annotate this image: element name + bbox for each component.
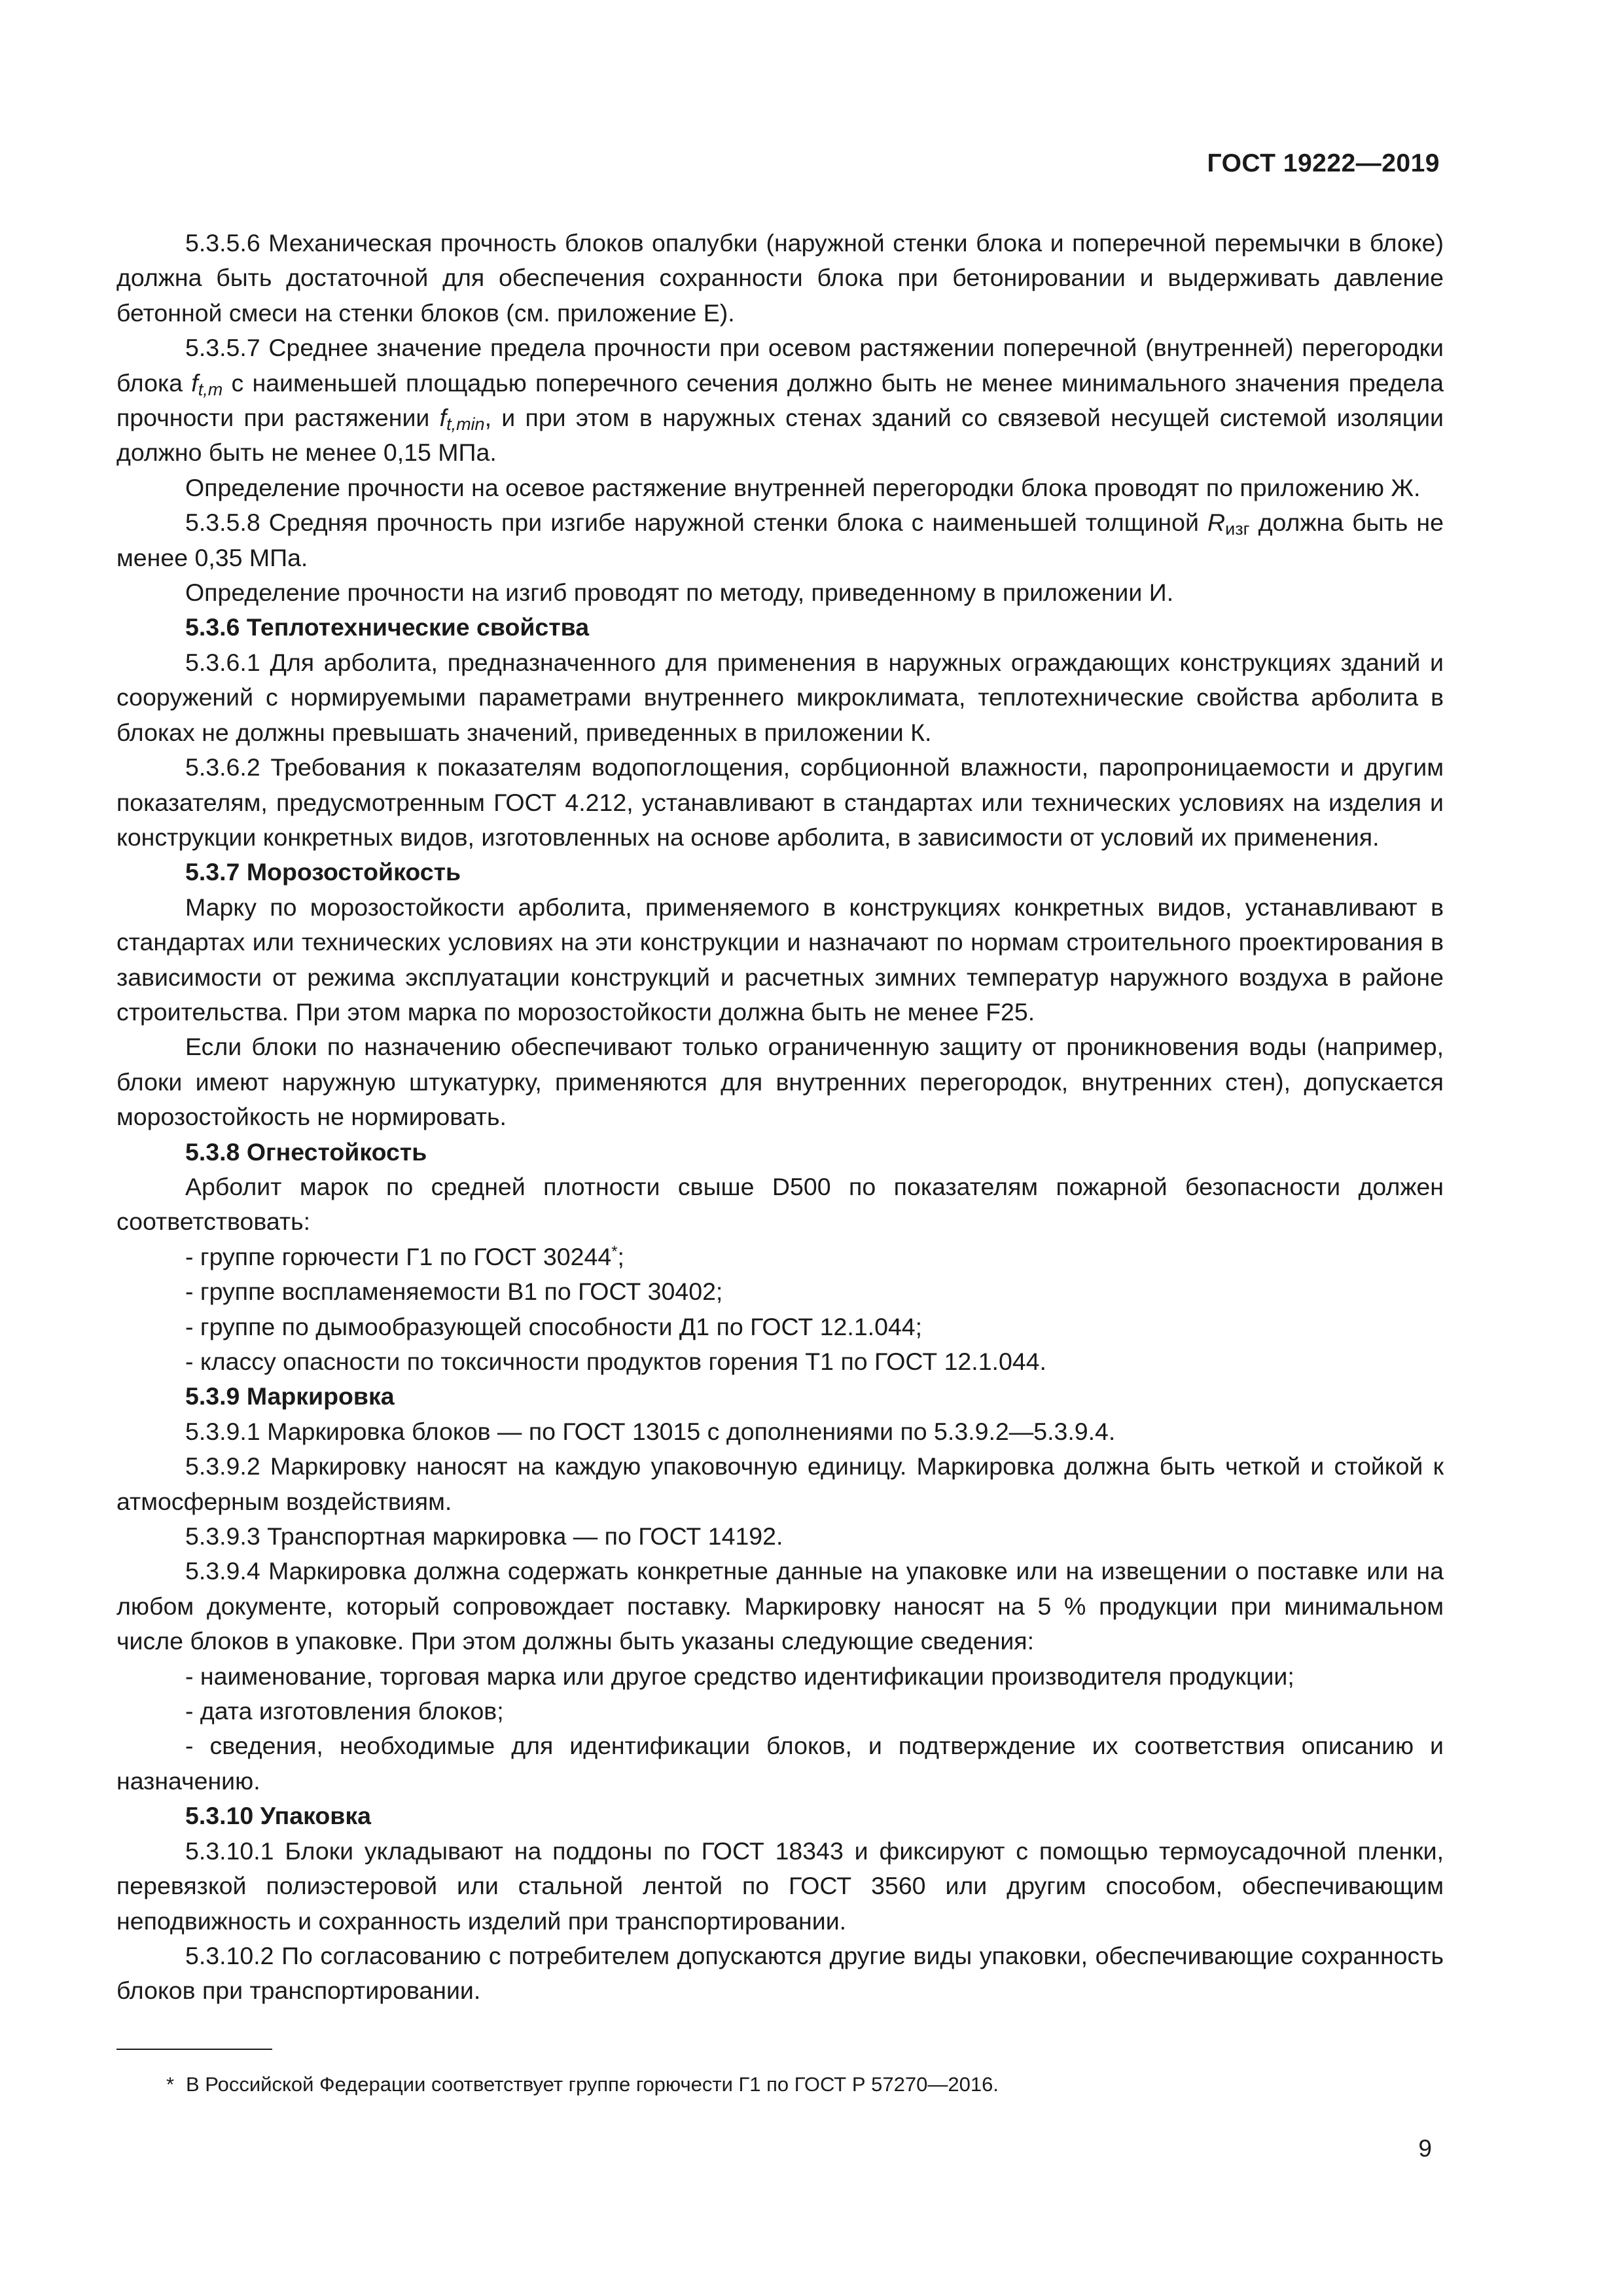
- footnote-divider: [116, 2049, 272, 2050]
- footnote-marker: *: [166, 2073, 175, 2096]
- symbol-r: R: [1207, 509, 1226, 537]
- paragraph-fire-requirements: Арболит марок по средней плотности свыше D500 по показателям пожарной безопасности должен соответствовать:: [116, 1172, 1444, 1236]
- heading-5-3-8: 5.3.8 Огнестойкость: [185, 1138, 427, 1166]
- page-number: 9: [1418, 2135, 1432, 2162]
- footnote-reference: *: [611, 1242, 618, 1261]
- heading-5-3-9: 5.3.9 Маркировка: [185, 1382, 395, 1410]
- list-item-fire-toxicity: - классу опасности по токсичности продуктов горения Т1 по ГОСТ 12.1.044.: [185, 1348, 1046, 1375]
- list-item-fire-flammability: - группе воспламеняемости В1 по ГОСТ 30402;: [185, 1278, 723, 1306]
- list-item-fire-combustibility: - группе горючести Г1 по ГОСТ 30244*;: [185, 1242, 624, 1270]
- symbol-f: f: [439, 404, 447, 432]
- heading-5-3-10: 5.3.10 Упаковка: [185, 1802, 371, 1830]
- paragraph-5-3-10-2: 5.3.10.2 По согласованию с потребителем допускаются другие виды упаковки, обеспечивающие сохранность блоков при транспортировании.: [116, 1941, 1444, 2005]
- paragraph-5-3-9-1: 5.3.9.1 Маркировка блоков — по ГОСТ 13015 с дополнениями по 5.3.9.2—5.3.9.4.: [185, 1417, 1116, 1445]
- paragraph-5-3-6-1: 5.3.6.1 Для арболита, предназначенного для применения в наружных ограждающих конструкциях зданий и сооружений с нормируемыми параметрами внутреннего микроклимата, теплотехнические свойства арболита в блоках не должны превышать значений, приведенных в приложении К.: [116, 648, 1444, 746]
- paragraph-bending-method: Определение прочности на изгиб проводят по методу, приведенному в приложении И.: [185, 579, 1174, 607]
- subscript-tm: t,m: [198, 379, 223, 399]
- list-item-mark-identification: - сведения, необходимые для идентификации блоков, и подтверждение их соответствия описанию и назначению.: [116, 1732, 1444, 1795]
- paragraph-5-3-9-4: 5.3.9.4 Маркировка должна содержать конкретные данные на упаковке или на извещении о поставке или на любом документе, который сопровождает поставку. Маркировку наносят на 5 % продукции при минимальном числе блоков в упаковке. При этом должны быть указаны следующие сведения:: [116, 1557, 1444, 1655]
- page-header-doc-code: ГОСТ 19222—2019: [1207, 149, 1440, 177]
- paragraph-5-3-5-7: 5.3.5.7 Среднее значение предела прочности при осевом растяжении поперечной (внутренней) перегородки блока $f_{t,m}$ с наименьшей площадью поперечного сечения должно быть не менее минимального значения предела прочности при растяжении $f_{t,min}$, и при этом в наружных стенах зданий со связевой несущей системой изоляции должно быть не менее 0,15 МПа.: [116, 334, 1444, 467]
- subscript-izg: изг: [1225, 519, 1250, 539]
- list-item-mark-date: - дата изготовления блоков;: [185, 1697, 504, 1725]
- document-body: [116, 226, 1444, 2009]
- heading-5-3-6: 5.3.6 Теплотехнические свойства: [185, 613, 590, 641]
- paragraph-axial-tension: Определение прочности на осевое растяжение внутренней перегородки блока проводят по приложению Ж.: [185, 473, 1421, 501]
- paragraph-5-3-5-8: 5.3.5.8 Средняя прочность при изгибе наружной стенки блока с наименьшей толщиной $R_{изг}$ должна быть не менее 0,35 МПа.: [116, 509, 1444, 571]
- heading-5-3-7: 5.3.7 Морозостойкость: [185, 858, 461, 886]
- list-item-mark-name: - наименование, торговая марка или другое средство идентификации производителя продукции;: [185, 1662, 1294, 1690]
- paragraph-5-3-9-2: 5.3.9.2 Маркировку наносят на каждую упаковочную единицу. Маркировка должна быть четкой и стойкой к атмосферным воздействиям.: [116, 1452, 1444, 1515]
- paragraph-5-3-5-6: 5.3.5.6 Механическая прочность блоков опалубки (наружной стенки блока и поперечной перемычки в блоке) должна быть достаточной для обеспечения сохранности блока при бетонировании и выдерживать давление бетонной смеси на стенки блоков (см. приложение Е).: [116, 229, 1444, 327]
- paragraph-frost-exception: Если блоки по назначению обеспечивают только ограниченную защиту от проникновения воды (например, блоки имеют наружную штукатурку, применяются для внутренних перегородок, внутренних стен), допускается морозостойкость не нормировать.: [116, 1033, 1444, 1131]
- paragraph-5-3-10-1: 5.3.10.1 Блоки укладывают на поддоны по ГОСТ 18343 и фиксируют с помощью термоусадочной пленки, перевязкой полиэстеровой или стальной лентой по ГОСТ 3560 или другим способом, обеспечивающим неподвижность и сохранность изделий при транспортировании.: [116, 1837, 1444, 1935]
- subscript-tmin: t,min: [446, 414, 485, 434]
- paragraph-5-3-9-3: 5.3.9.3 Транспортная маркировка — по ГОСТ 14192.: [185, 1522, 783, 1551]
- list-item-fire-smoke: - группе по дымообразующей способности Д1 по ГОСТ 12.1.044;: [185, 1312, 923, 1340]
- paragraph-frost-grade: Марку по морозостойкости арболита, применяемого в конструкциях конкретных видов, устанавливают в стандартах или технических условиях на эти конструкции и назначают по нормам строительного проектирования в зависимости от режима эксплуатации конструкций и расчетных зимних температур наружного воздуха в районе строительства. При этом марка по морозостойкости должна быть не менее F25.: [116, 893, 1444, 1026]
- footnote-text: В Российской Федерации соответствует группе горючести Г1 по ГОСТ Р 57270—2016.: [186, 2073, 999, 2096]
- paragraph-5-3-6-2: 5.3.6.2 Требования к показателям водопоглощения, сорбционной влажности, паропроницаемости и другим показателям, предусмотренным ГОСТ 4.212, устанавливают в стандартах или технических условиях на изделия и конструкции конкретных видов, изготовленных на основе арболита, в зависимости от условий их применения.: [116, 753, 1444, 851]
- footnote: [166, 2072, 999, 2098]
- symbol-f: f: [191, 368, 198, 397]
